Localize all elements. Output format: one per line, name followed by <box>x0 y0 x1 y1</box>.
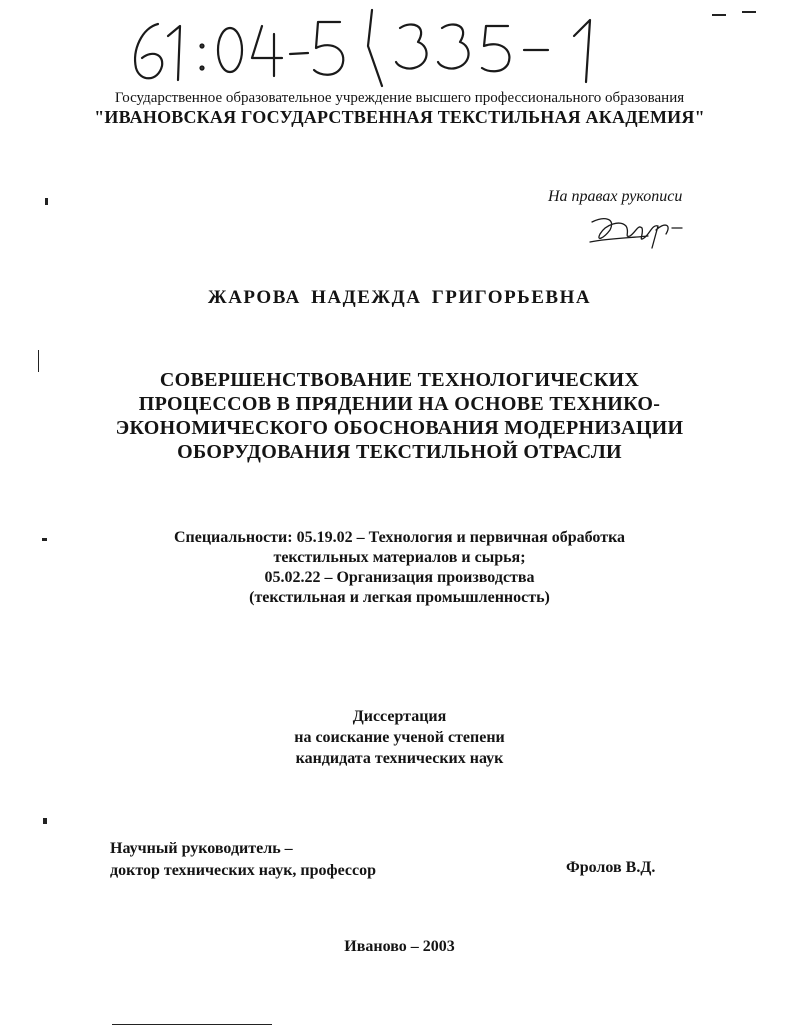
dissertation-title <box>0 368 799 464</box>
scan-mark <box>43 818 47 824</box>
scan-mark <box>45 198 48 205</box>
degree-line: на соискание ученой степени <box>294 729 505 746</box>
supervisor-name: Фролов В.Д. <box>566 859 656 876</box>
specialty-line: текстильных материалов и сырья; <box>273 549 526 566</box>
specialty-line: Специальности: 05.19.02 – Технология и первичная обработка <box>173 529 626 546</box>
degree-line: Диссертация <box>352 708 447 725</box>
city-year: Иваново – 2003 <box>344 938 455 955</box>
scan-mark <box>742 11 756 13</box>
scan-mark <box>712 14 726 16</box>
title-line: ОБОРУДОВАНИЯ ТЕКСТИЛЬНОЙ ОТРАСЛИ <box>177 441 622 463</box>
title-line: ПРОЦЕССОВ В ПРЯДЕНИИ НА ОСНОВЕ ТЕХНИКО- <box>138 393 661 415</box>
author-name: ЖАРОВА НАДЕЖДА ГРИГОРЬЕВНА <box>207 287 592 308</box>
supervisor-degree-line: доктор технических наук, профессор <box>110 862 377 879</box>
institution-name: "ИВАНОВСКАЯ ГОСУДАРСТВЕННАЯ ТЕКСТИЛЬНАЯ АКАДЕМИЯ" <box>94 107 705 127</box>
degree-line: кандидата технических наук <box>295 750 504 767</box>
title-line: СОВЕРШЕНСТВОВАНИЕ ТЕХНОЛОГИЧЕСКИХ <box>159 369 640 391</box>
specialties-block <box>0 528 799 608</box>
supervisor-title-line: Научный руководитель – <box>110 840 293 857</box>
title-line: ЭКОНОМИЧЕСКОГО ОБОСНОВАНИЯ МОДЕРНИЗАЦИИ <box>115 417 684 439</box>
rights-note: На правах рукописи <box>548 188 683 205</box>
specialty-line: (текстильная и легкая промышленность) <box>249 589 550 606</box>
signature <box>586 208 684 256</box>
supervisor-label <box>110 838 376 882</box>
archive-code-handwritten <box>128 6 628 88</box>
specialty-line: 05.02.22 – Организация производства <box>264 569 535 586</box>
scan-mark <box>112 1024 272 1025</box>
degree-block <box>0 706 799 769</box>
institution-line: Государственное образовательное учреждение высшего профессионального образования <box>114 90 685 106</box>
